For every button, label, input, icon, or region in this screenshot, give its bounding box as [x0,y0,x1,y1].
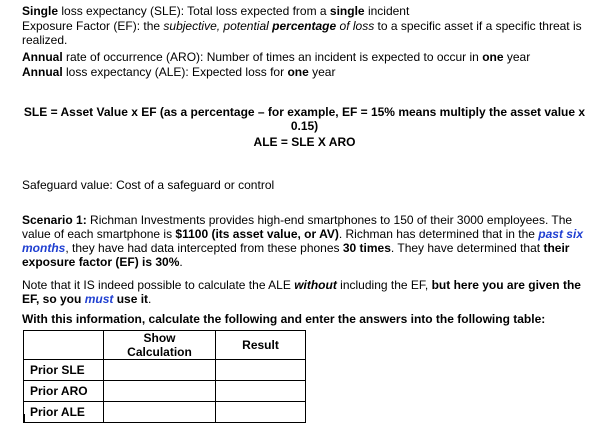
definitions-section [22,4,592,82]
scenario-paragraph: Scenario 1: Richman Investments provides high-end smartphones to 150 of their 3000 employees. The value of each smartphone is $1100 (its asset value, or AV). Richman has determined that in the past six months, they have had data intercepted from these phones 30 times. They have determined that their exposure factor (EF) is 30%. [22,213,583,269]
prior-sle-calculation-cell[interactable] [104,360,216,381]
prior-aro-calculation-cell[interactable] [104,381,216,402]
table-header-blank [24,331,104,360]
sle-definition: Single loss expectancy (SLE): Total loss expected from a single incident [22,4,410,18]
must-highlight: must [84,292,114,306]
row-label-prior-ale: Prior ALE [24,402,104,423]
table-row [24,360,306,381]
prior-aro-result-cell[interactable] [216,381,306,402]
prior-ale-result-cell[interactable] [216,402,306,423]
text-cursor [24,414,25,423]
formula-section [22,105,587,149]
row-label-prior-sle: Prior SLE [24,360,104,381]
table-header-row [24,331,306,360]
row-label-prior-aro: Prior ARO [24,381,104,402]
table-header-calculation: Show Calculation [104,331,216,360]
ef-definition: Exposure Factor (EF): the subjective, potential percentage of loss to a specific asset if a specific threat is realized. [22,19,582,47]
note-paragraph: Note that it IS indeed possible to calculate the ALE without including the EF, but here you are given the EF, so you must use it. [22,278,581,306]
ale-formula: ALE = SLE X ARO [253,135,356,149]
prior-ale-calculation-cell[interactable] [104,402,216,423]
safeguard-definition: Safeguard value: Cost of a safeguard or control [22,178,275,192]
aro-definition: Annual rate of occurrence (ARO): Number of times an incident is expected to occur in one year [22,50,531,64]
past-six-months-highlight: past six months [22,227,583,255]
table-row [24,402,306,423]
instruction-text: With this information, calculate the following and enter the answers into the following table: [22,312,546,326]
prior-sle-result-cell[interactable] [216,360,306,381]
ale-definition: Annual loss expectancy (ALE): Expected loss for one year [22,65,336,79]
table-header-result: Result [216,331,306,360]
table-row [24,381,306,402]
sle-formula: SLE = Asset Value x EF (as a percentage – for example, EF = 15% means multiply the asset value x 0.15) [23,105,586,133]
calculation-table [23,330,306,423]
